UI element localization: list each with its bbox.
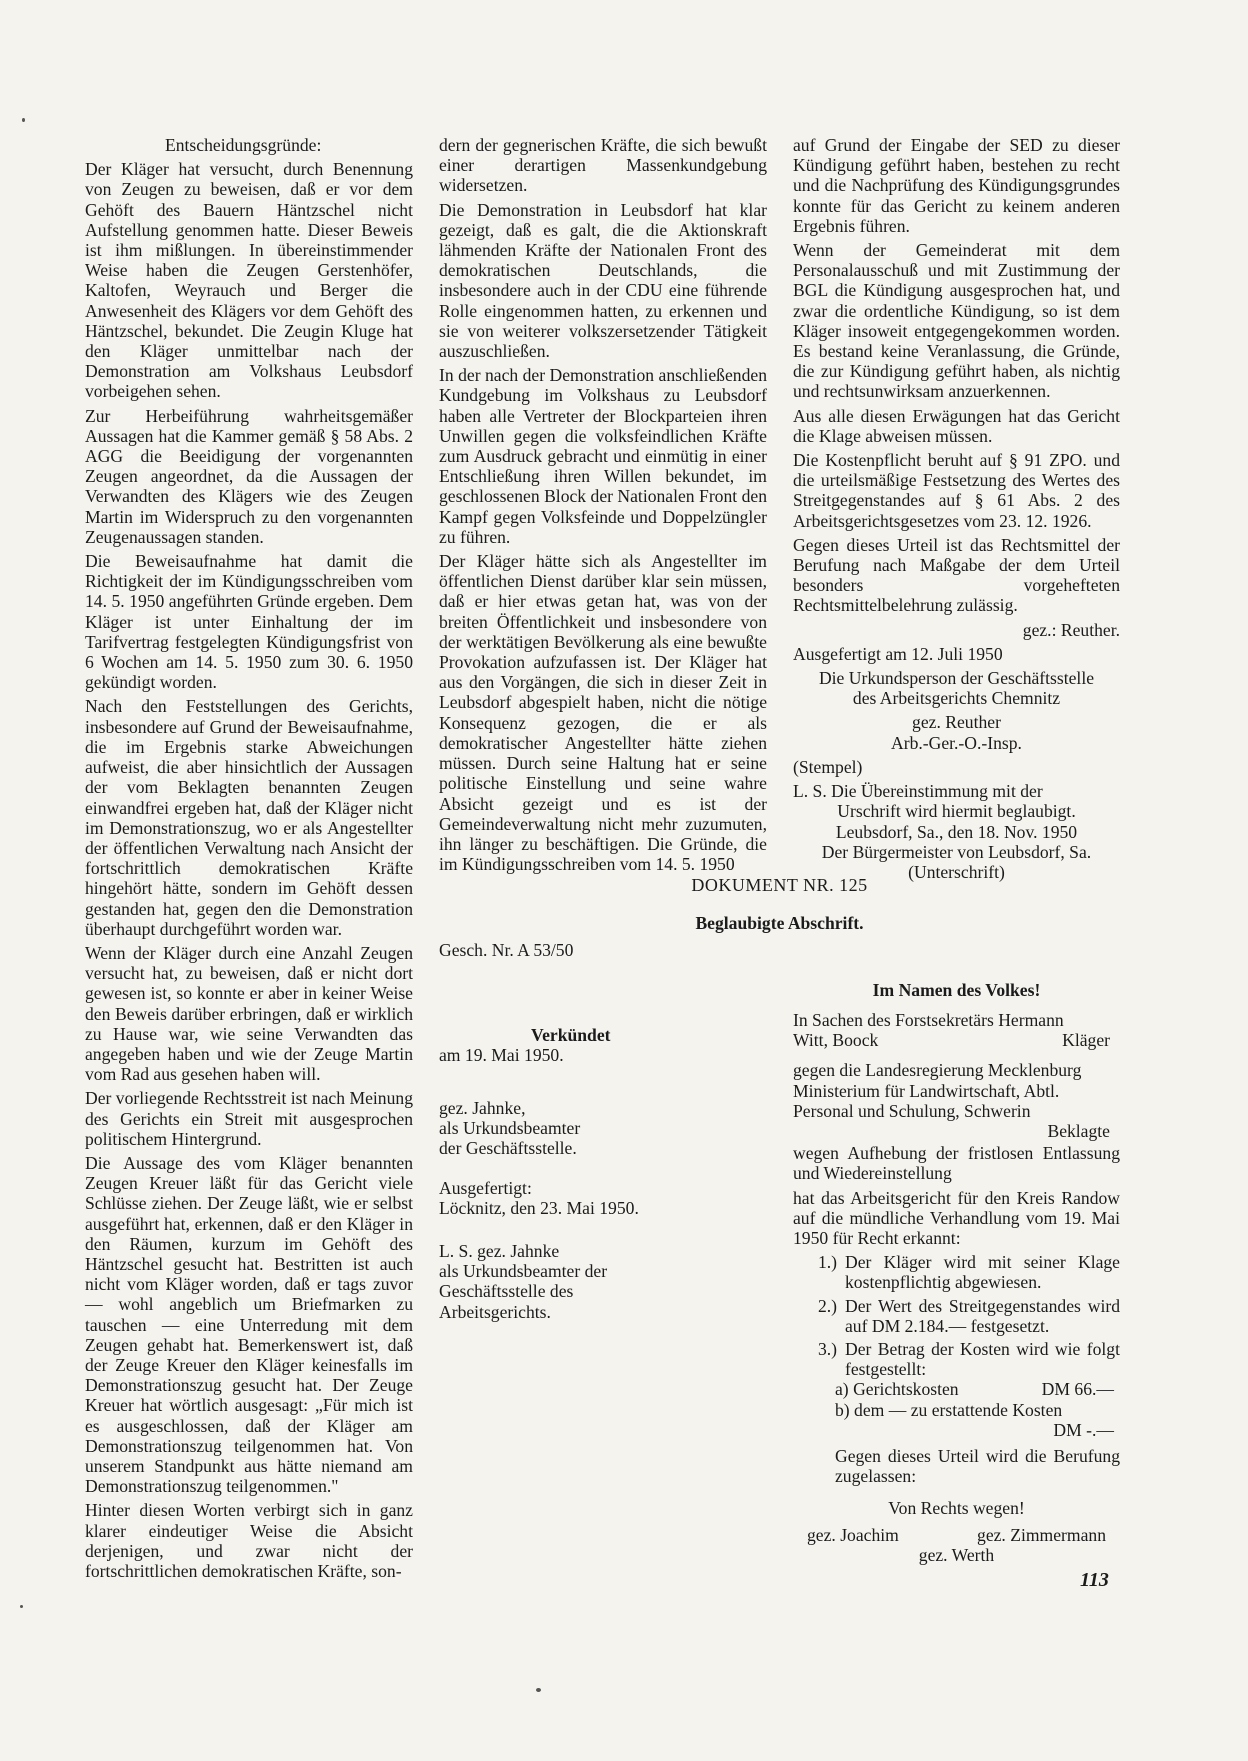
party-line: In Sachen des Forstsekretärs Hermann	[793, 1010, 1064, 1030]
party-line: Personal und Schulung, Schwerin	[793, 1100, 1031, 1121]
issued-date: Ausgefertigt am 12. Juli 1950	[793, 643, 1003, 664]
paragraph: Aus alle diesen Erwägungen hat das Gericht die Klage abweisen müssen.	[793, 405, 1120, 446]
paragraph: Wenn der Kläger durch eine Anzahl Zeugen versucht hat, zu beweisen, daß er nicht dort gewesen ist, so konnte er aber in keiner Weise den Beweis darüber erbringen, daß er wirklich zu Hause war, wie seine Verwandten das angegeben haben und wie der Zeuge Martin vom Rad aus gesehen haben will.	[85, 942, 413, 1085]
decision-intro: hat das Arbeitsgericht für den Kreis Randow auf die mündliche Verhandlung vom 19. Mai 1950 für Recht erkannt:	[793, 1187, 1120, 1249]
stamp-note: (Stempel)	[793, 756, 863, 777]
paragraph: Die Kostenpflicht beruht auf § 91 ZPO. und die urteilsmäßige Festsetzung des Wertes des Streitgegenstandes auf § 61 Abs. 2 des Arbeitsgerichtsgesetzes vom 23. 12. 1926.	[793, 450, 1120, 531]
document-subtitle: Beglaubigte Abschrift.	[695, 913, 864, 933]
paragraph: auf Grund der Eingabe der SED zu dieser Kündigung geführt haben, bestehen zu recht und die Nachprüfung des Kündigungsgrundes konnte für das Gericht zu keinem anderen Ergebnis führen.	[793, 135, 1120, 236]
paragraph: Der Kläger hat versucht, durch Benennung von Zeugen zu beweisen, daß er vor dem Gehöft des Bauern Häntzschel nicht Aufstellung genommen hatte. Dieser Beweis ist ihm mißlungen. In übereinstimmender Weise haben die Zeugen Gerstenhöfer, Kaltofen, Weyrauch und Berger die Anwesenheit des Klägers vor dem Gehöft des Häntzschel, bekundet. Die Zeugin Kluge hat den Kläger unmittelbar nach der Demonstration am Volkshaus Leubsdorf vorbeigehen sehen.	[85, 159, 413, 402]
cost-item-b: b) dem — zu erstattende Kosten DM -.—	[835, 1399, 1114, 1440]
ls-line: als Urkundsbeamter der	[439, 1261, 608, 1282]
ausgefertigt-label: Ausgefertigt:	[439, 1178, 532, 1198]
signature-reuther: gez.: Reuther.	[1022, 619, 1120, 640]
paragraph: In der nach der Demonstration anschließenden Kundgebung im Volkshaus zu Leubsdorf haben alle Vertreter der Blockparteien ihren Unwillen gegen die volksfeindlichen Kräfte zum Ausdruck gebracht und einmütig in einer Entschließung ihren Willen bekundet, im geschlossenen Block der Nationalen Front den Kampf gegen Volksfeinde und Doppelzüngler zu führen.	[439, 365, 767, 547]
paragraph: Nach den Feststellungen des Gerichts, insbesondere auf Grund der Beweisaufnahme, die im Ergebnis starke Abweichungen aufweist, die aber hinsichtlich der Aussagen der vom Beklagten benannten Zeugen einwandfrei ergeben hat, daß der Kläger nicht im Demonstrationszug, wo er als Angestellter der öffentlichen Verwaltung nach Ansicht der fortschrittlich demokratischen Kräfte hingehört hätte, sondern im Gehöft dessen gestanden hat, gegen den die Demonstration überhaupt durchgeführt worden war.	[85, 696, 413, 939]
party-role-beklagte: Beklagte	[1047, 1121, 1110, 1142]
column-3	[793, 135, 1120, 886]
scan-speck	[536, 1688, 541, 1692]
certification-line: Leubsdorf, Sa., den 18. Nov. 1950	[835, 821, 1078, 842]
paragraph: Der Kläger hätte sich als Angestellter im öffentlichen Dienst darüber klar sein müssen, daß er hier etwas getan hat, was von der breiten Öffentlichkeit und insbesondere von der werktätigen Bevölkerung als eine bewußte Provokation aufzufassen ist. Der Kläger hat aus den Vorgängen, die sich in dieser Zeit in Leubsdorf abgespielt haben, nicht die nötige Konsequenz gezogen, die er als demokratischer Angestellter hätte ziehen müssen. Durch seine Haltung hat er seine politische Einstellung und seine wahre Absicht gezeigt und es ist der Gemeindeverwaltung nicht mehr zuzumuten, ihn länger zu beschäftigen. Die Gründe, die im Kündigungsschreiben vom 14. 5. 1950	[439, 551, 767, 875]
judge-signature: gez. Werth	[918, 1544, 995, 1565]
judge-signature: gez. Zimmermann	[977, 1524, 1106, 1545]
scan-speck	[20, 1605, 23, 1608]
matter-text: wegen Aufhebung der fristlosen Entlassung und Wiedereinstellung	[793, 1143, 1120, 1184]
party-role-klaeger: Kläger	[1062, 1030, 1110, 1051]
clerk-signature: gez. Jahnke,	[439, 1098, 526, 1118]
clerk-line: Die Urkundsperson der Geschäftsstelle	[818, 668, 1095, 689]
clerk-signature: gez. Reuther	[912, 712, 1001, 733]
heading-entscheidungsgruende: Entscheidungsgründe:	[165, 135, 322, 155]
certification-line: Urschrift wird hiermit beglaubigt.	[837, 801, 1076, 822]
ausgefertigt-block	[439, 1178, 679, 1218]
im-namen-des-volkes: Im Namen des Volkes!	[872, 980, 1041, 1000]
paragraph: Wenn der Gemeinderat mit dem Personalausschuß und mit Zustimmung der BGL die Kündigung ausgesprochen hat, und zwar die ordentliche Kündigung, so ist dem Kläger insoweit entgegengekommen worden. Es bestand keine Veranlassung, die Gründe, die zur Kündigung geführt haben, als nichtig und rechtsunwirksam anzuerkennen.	[793, 240, 1120, 402]
ls-line: Arbeitsgerichts.	[439, 1301, 551, 1322]
certification-line: Der Bürgermeister von Leubsdorf, Sa.	[821, 841, 1092, 862]
clerk-role: der Geschäftsstelle.	[439, 1138, 577, 1159]
paragraph: Die Beweisaufnahme hat damit die Richtigkeit der im Kündigungsschreiben vom 14. 5. 1950 angeführten Gründe ergeben. Dem Kläger ist unter Einhaltung der im Tarifvertrag festgelegten Kündigungsfrist von 6 Wochen am 14. 5. 1950 zum 30. 6. 1950 gekündigt worden.	[85, 551, 413, 693]
paragraph: dern der gegnerischen Kräfte, die sich bewußt einer derartigen Massenkundgebung widersetzen.	[439, 135, 767, 196]
clerk-block	[439, 1098, 679, 1159]
clerk-line: des Arbeitsgerichts Chemnitz	[852, 688, 1061, 709]
ls-line: L. S. gez. Jahnke	[439, 1241, 560, 1261]
certification-line: (Unterschrift)	[908, 861, 1005, 882]
case-number: Gesch. Nr. A 53/50	[439, 940, 574, 960]
certification-line: L. S. Die Übereinstimmung mit der	[793, 781, 1043, 802]
ausgefertigt-place: Löcknitz, den 23. Mai 1950.	[439, 1198, 639, 1219]
party-line: gegen die Landesregierung Mecklenburg	[793, 1060, 1082, 1081]
verkuendet-date: am 19. Mai 1950.	[439, 1045, 564, 1066]
decision-item: 1.) Der Kläger wird mit seiner Klage kostenpflichtig abgewiesen.	[817, 1252, 1120, 1293]
scan-speck	[22, 118, 25, 122]
document-title: DOKUMENT NR. 125	[691, 875, 868, 895]
page-number: 113	[1080, 1569, 1109, 1591]
paragraph: Die Aussage des vom Kläger benannten Zeugen Kreuer läßt für das Gericht viele Schlüsse ziehen. Der Zeuge läßt, wie er selbst ausgeführt hat, erkennen, daß er den Kläger in den Räumen, kurzum im Gehöft des Häntzschel gesucht hat. Bestritten ist auch nicht vom Kläger worden, daß er tags zuvor — wohl angeblich um Briefmarken zu tauschen — eine Unterredung mit dem Zeugen gehabt hat. Bemerkenswert ist, daß der Zeuge Kreuer den Kläger keinesfalls im Demonstrationszug gesucht hat. Der Zeuge Kreuer hat wörtlich ausgesagt: „Für mich ist es ausgeschlossen, daß der Kläger am Demonstrationszug teilgenommen hat. Von unserem Standpunkt aus hätte niemand am Demonstrationszug teilgenommen."	[85, 1152, 413, 1497]
decision-item: 3.) Der Betrag der Kosten wird wie folgt festgestellt:	[817, 1339, 1120, 1380]
column-2	[439, 135, 767, 878]
decision-item: 2.) Der Wert des Streitgegenstandes wird auf DM 2.184.— festgesetzt.	[817, 1295, 1120, 1336]
judges-signatures	[793, 1525, 1120, 1545]
paragraph: Der vorliegende Rechtsstreit ist nach Meinung des Gerichts ein Streit mit ausgesprochen politischem Hintergrund.	[85, 1088, 413, 1149]
parties-block	[793, 1010, 1120, 1565]
clerk-title: Arb.-Ger.-O.-Insp.	[891, 732, 1022, 753]
judge-signature: gez. Joachim	[807, 1524, 899, 1545]
von-rechts-wegen: Von Rechts wegen!	[888, 1498, 1025, 1519]
paragraph: Zur Herbeiführung wahrheitsgemäßer Aussagen hat die Kammer gemäß § 58 Abs. 2 AGG die Beeidigung der vorgenannten Zeugen angeordnet, da die Aussagen der Verwandten des Klägers wie des Zeugen Martin im Widerspruch zu den vorgenannten Zeugenaussagen standen.	[85, 405, 413, 547]
column-1	[85, 135, 413, 1585]
verkuendet-block	[439, 1025, 679, 1065]
ls-block	[439, 1241, 679, 1322]
paragraph: Gegen dieses Urteil ist das Rechtsmittel der Berufung nach Maßgabe der dem Urteil besonders vorgehefteten Rechtsmittelbelehrung zulässig.	[793, 534, 1120, 616]
party-line: Witt, Boock	[793, 1030, 879, 1051]
ls-line: Geschäftsstelle des	[439, 1281, 574, 1302]
verkuendet-label: Verkündet	[531, 1025, 611, 1045]
paragraph: Hinter diesen Worten verbirgt sich in ganz klarer eindeutiger Weise die Absicht derjenigen, und zwar nicht der fortschrittlichen demokratischen Kräfte, son-	[85, 1500, 413, 1582]
cost-item-a: a) Gerichtskosten DM 66.—	[835, 1379, 1114, 1400]
paragraph: Die Demonstration in Leubsdorf hat klar gezeigt, daß es galt, die die Aktionskraft lähmenden Kräfte der Nationalen Front des demokratischen Deutschlands, die insbesondere auch in der CDU eine führende Rolle eingenommen hatten, zu erkennen und sie von weiterer volkszersetzender Tätigkeit auszuschließen.	[439, 199, 767, 362]
clerk-role: als Urkundsbeamter	[439, 1118, 581, 1139]
party-line: Ministerium für Landwirtschaft, Abtl.	[793, 1080, 1060, 1101]
appeal-text: Gegen dieses Urteil wird die Berufung zugelassen:	[835, 1446, 1120, 1487]
